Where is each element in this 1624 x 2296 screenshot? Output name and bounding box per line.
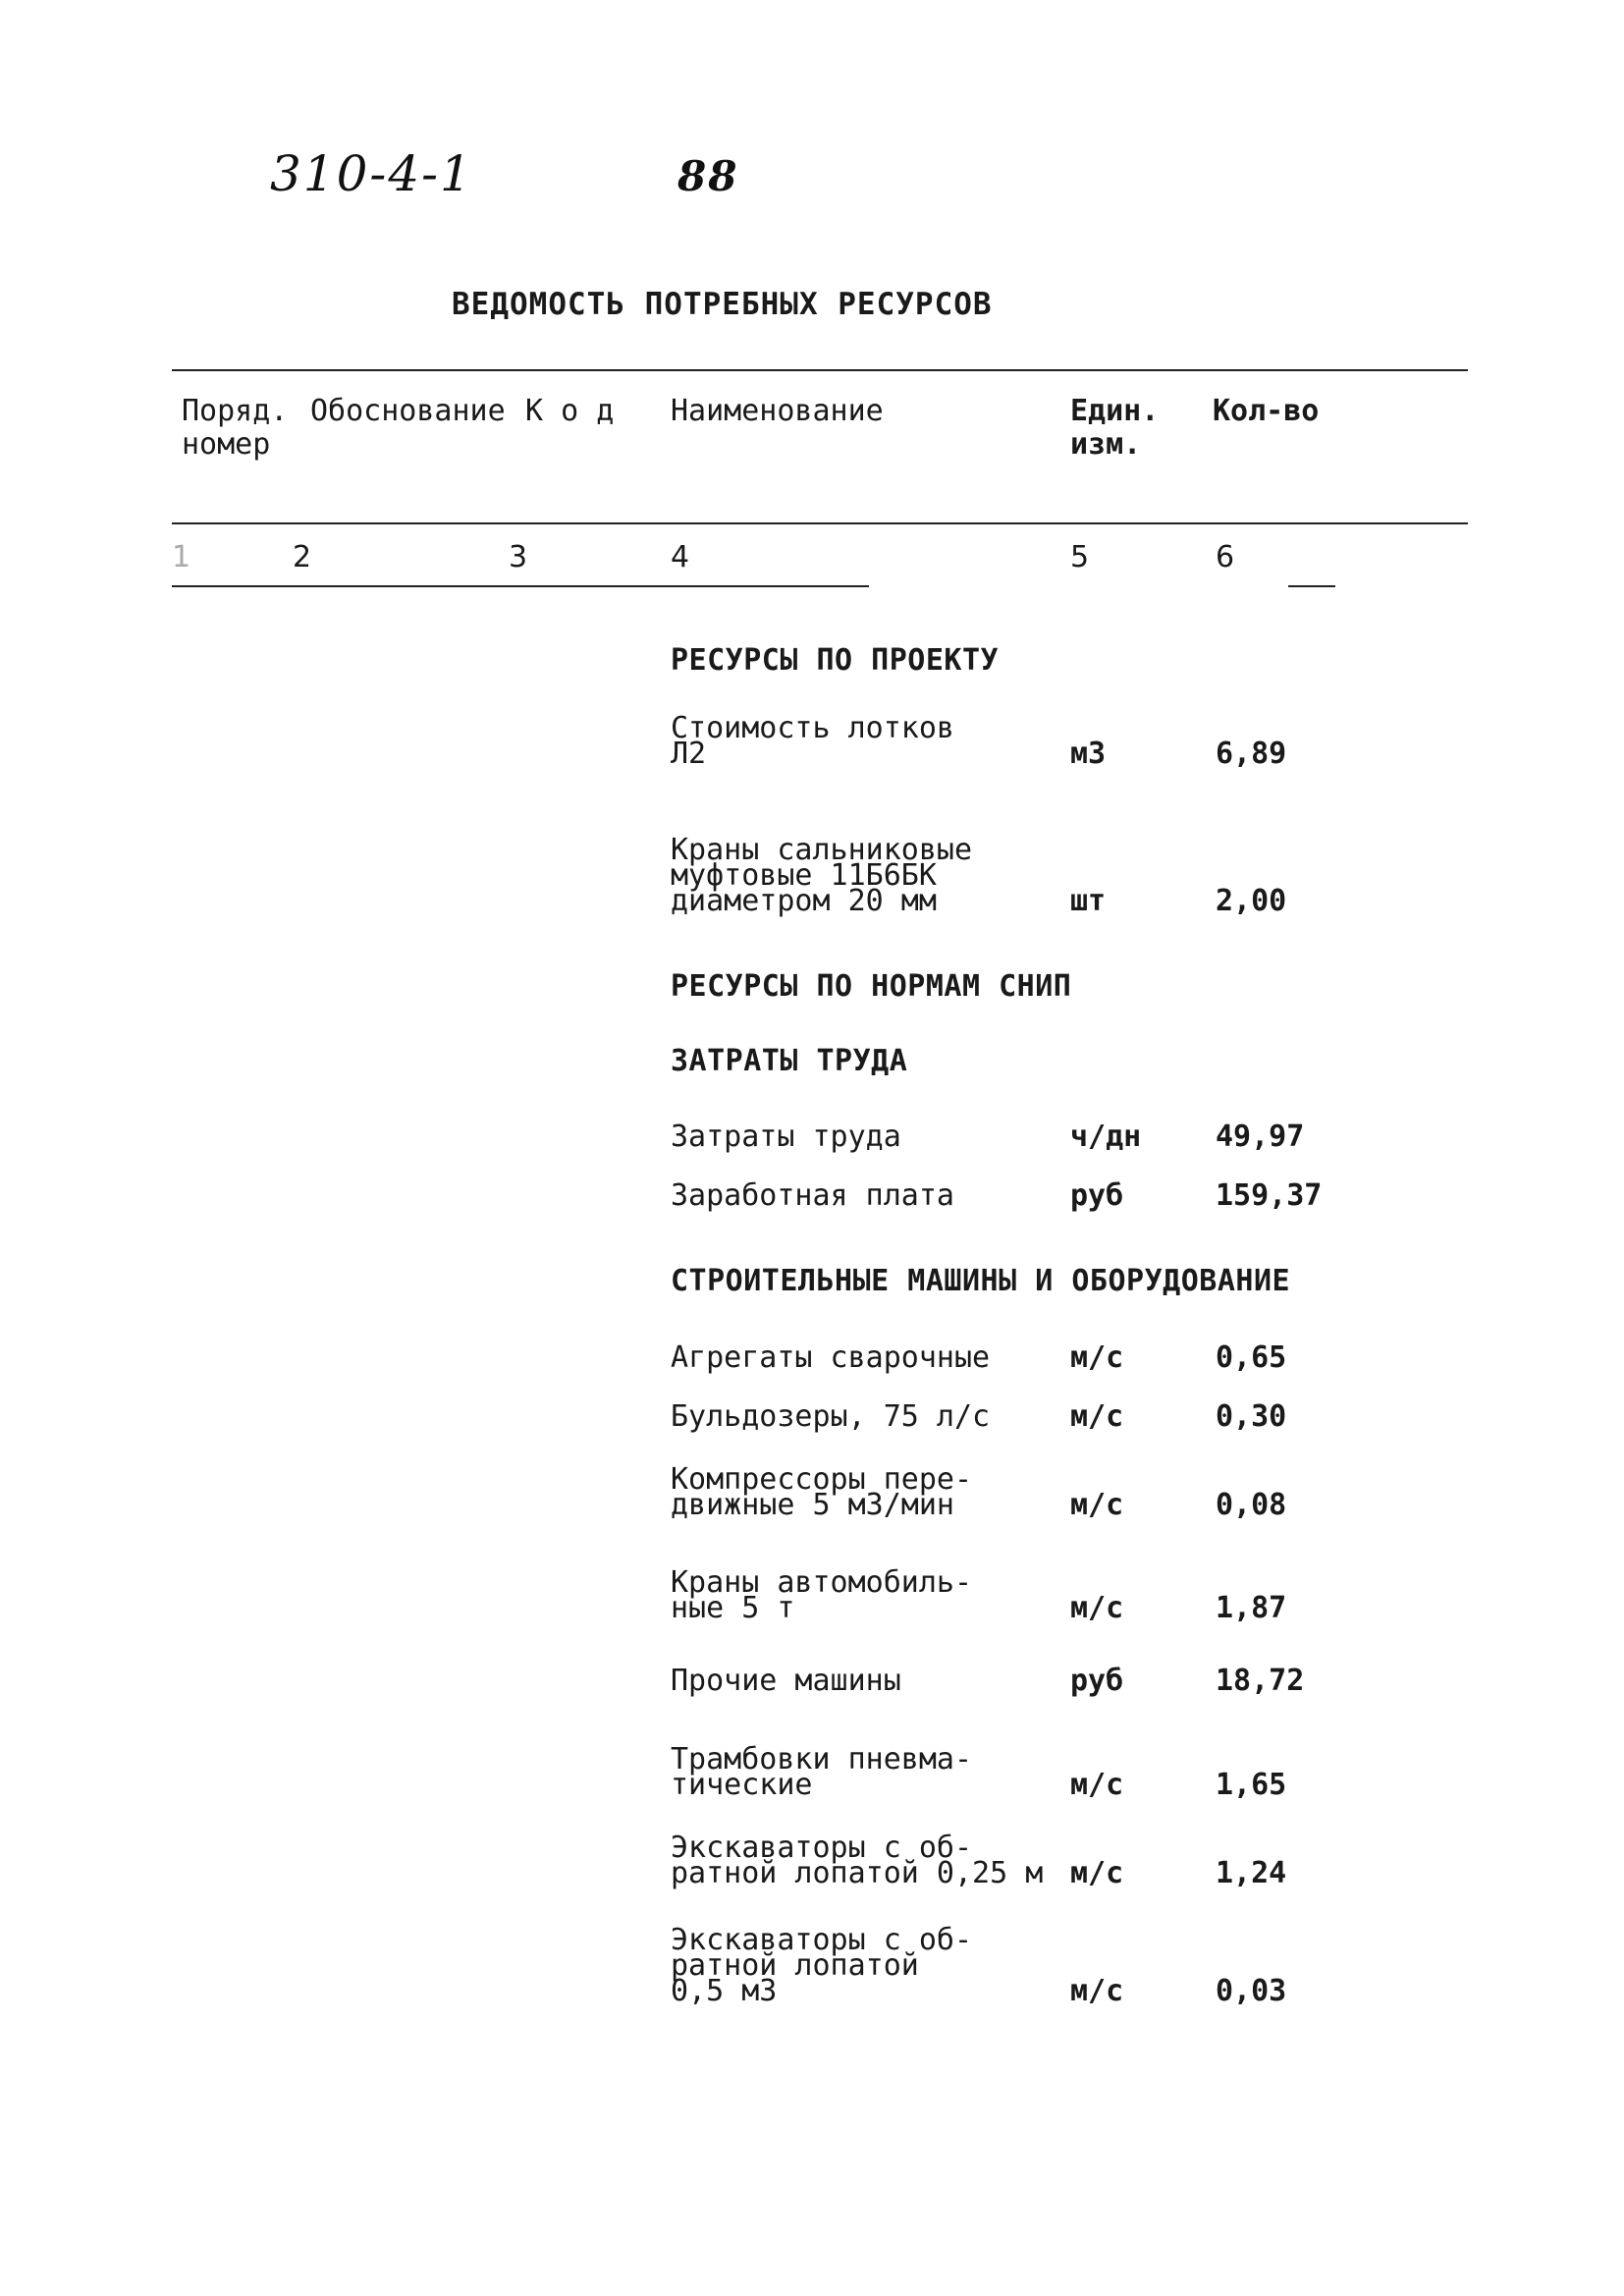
table-row bbox=[0, 1664, 1624, 1698]
column-number: 2 bbox=[293, 540, 312, 574]
row-name: Краны сальниковые муфтовые 11Б6БК диаметром 20 мм bbox=[671, 833, 973, 918]
row-name: Агрегаты сварочные bbox=[671, 1340, 991, 1375]
row-name: Прочие машины bbox=[671, 1664, 901, 1698]
document-code: 310-4-1 bbox=[270, 145, 473, 202]
row-quantity: 2,00 bbox=[1216, 884, 1287, 918]
section-heading-project: РЕСУРСЫ ПО ПРОЕКТУ bbox=[671, 643, 1000, 678]
row-quantity: 0,03 bbox=[1216, 1974, 1287, 2008]
column-numbers-rule-right bbox=[1288, 585, 1335, 587]
column-header-unit: Един. изм. bbox=[1070, 394, 1160, 462]
row-name: Компрессоры пере- движные 5 м3/мин bbox=[671, 1462, 973, 1522]
column-number: 1 bbox=[172, 540, 191, 574]
section-heading-labor: ЗАТРАТЫ ТРУДА bbox=[671, 1044, 908, 1078]
row-name: Экскаваторы с об- ратной лопатой 0,5 м3 bbox=[671, 1923, 973, 2008]
document-title: ВЕДОМОСТЬ ПОТРЕБНЫХ РЕСУРСОВ bbox=[452, 287, 993, 322]
column-header-order-number: Поряд. номер bbox=[182, 394, 289, 462]
column-number: 5 bbox=[1070, 540, 1090, 574]
column-number: 3 bbox=[509, 540, 528, 574]
row-unit: м/с bbox=[1070, 1591, 1124, 1625]
row-quantity: 0,65 bbox=[1216, 1340, 1287, 1375]
row-name: Трамбовки пневма- тические bbox=[671, 1742, 973, 1802]
page-number: 88 bbox=[677, 152, 739, 200]
table-row bbox=[0, 1923, 1624, 2008]
row-name: Экскаваторы с об- ратной лопатой 0,25 м bbox=[671, 1831, 1044, 1890]
row-unit: ч/дн bbox=[1070, 1120, 1142, 1154]
column-header-name: Наименование bbox=[671, 394, 884, 428]
column-number: 4 bbox=[671, 540, 690, 574]
row-name: Заработная плата bbox=[671, 1178, 954, 1213]
table-row bbox=[0, 1742, 1624, 1802]
table-row bbox=[0, 711, 1624, 771]
table-row bbox=[0, 833, 1624, 918]
row-unit: м/с bbox=[1070, 1856, 1124, 1890]
row-quantity: 49,97 bbox=[1216, 1120, 1305, 1154]
row-unit: м/с bbox=[1070, 1399, 1124, 1434]
row-name: Бульдозеры, 75 л/с bbox=[671, 1399, 991, 1434]
row-unit: м/с bbox=[1070, 1768, 1124, 1802]
row-quantity: 0,30 bbox=[1216, 1399, 1287, 1434]
table-row bbox=[0, 1340, 1624, 1375]
table-row bbox=[0, 1399, 1624, 1434]
row-unit: шт bbox=[1070, 884, 1107, 918]
column-numbers-rule bbox=[172, 585, 869, 587]
row-quantity: 1,65 bbox=[1216, 1768, 1287, 1802]
column-header-code: К о д bbox=[525, 394, 615, 428]
row-unit: м/с bbox=[1070, 1974, 1124, 2008]
column-header-quantity: Кол-во bbox=[1213, 394, 1320, 428]
row-quantity: 159,37 bbox=[1216, 1178, 1323, 1213]
table-top-rule bbox=[172, 369, 1468, 371]
section-heading-machines: СТРОИТЕЛЬНЫЕ МАШИНЫ И ОБОРУДОВАНИЕ bbox=[671, 1264, 1291, 1298]
row-quantity: 1,24 bbox=[1216, 1856, 1287, 1890]
table-row bbox=[0, 1178, 1624, 1213]
table-row bbox=[0, 1120, 1624, 1154]
row-name: Краны автомобиль- ные 5 т bbox=[671, 1565, 973, 1625]
row-quantity: 1,87 bbox=[1216, 1591, 1287, 1625]
row-quantity: 18,72 bbox=[1216, 1664, 1305, 1698]
row-unit: руб bbox=[1070, 1178, 1124, 1213]
column-number: 6 bbox=[1216, 540, 1235, 574]
row-unit: м/с bbox=[1070, 1340, 1124, 1375]
section-heading-norms: РЕСУРСЫ ПО НОРМАМ СНИП bbox=[671, 969, 1072, 1004]
table-row bbox=[0, 1565, 1624, 1625]
row-unit: руб bbox=[1070, 1664, 1124, 1698]
table-row bbox=[0, 1462, 1624, 1522]
row-quantity: 0,08 bbox=[1216, 1488, 1287, 1522]
row-name: Затраты труда bbox=[671, 1120, 901, 1154]
column-header-basis: Обоснование bbox=[310, 394, 506, 428]
row-unit: м/с bbox=[1070, 1488, 1124, 1522]
row-name: Стоимость лотков Л2 bbox=[671, 711, 954, 771]
row-unit: м3 bbox=[1070, 737, 1107, 771]
table-header-rule bbox=[172, 522, 1468, 524]
row-quantity: 6,89 bbox=[1216, 737, 1287, 771]
